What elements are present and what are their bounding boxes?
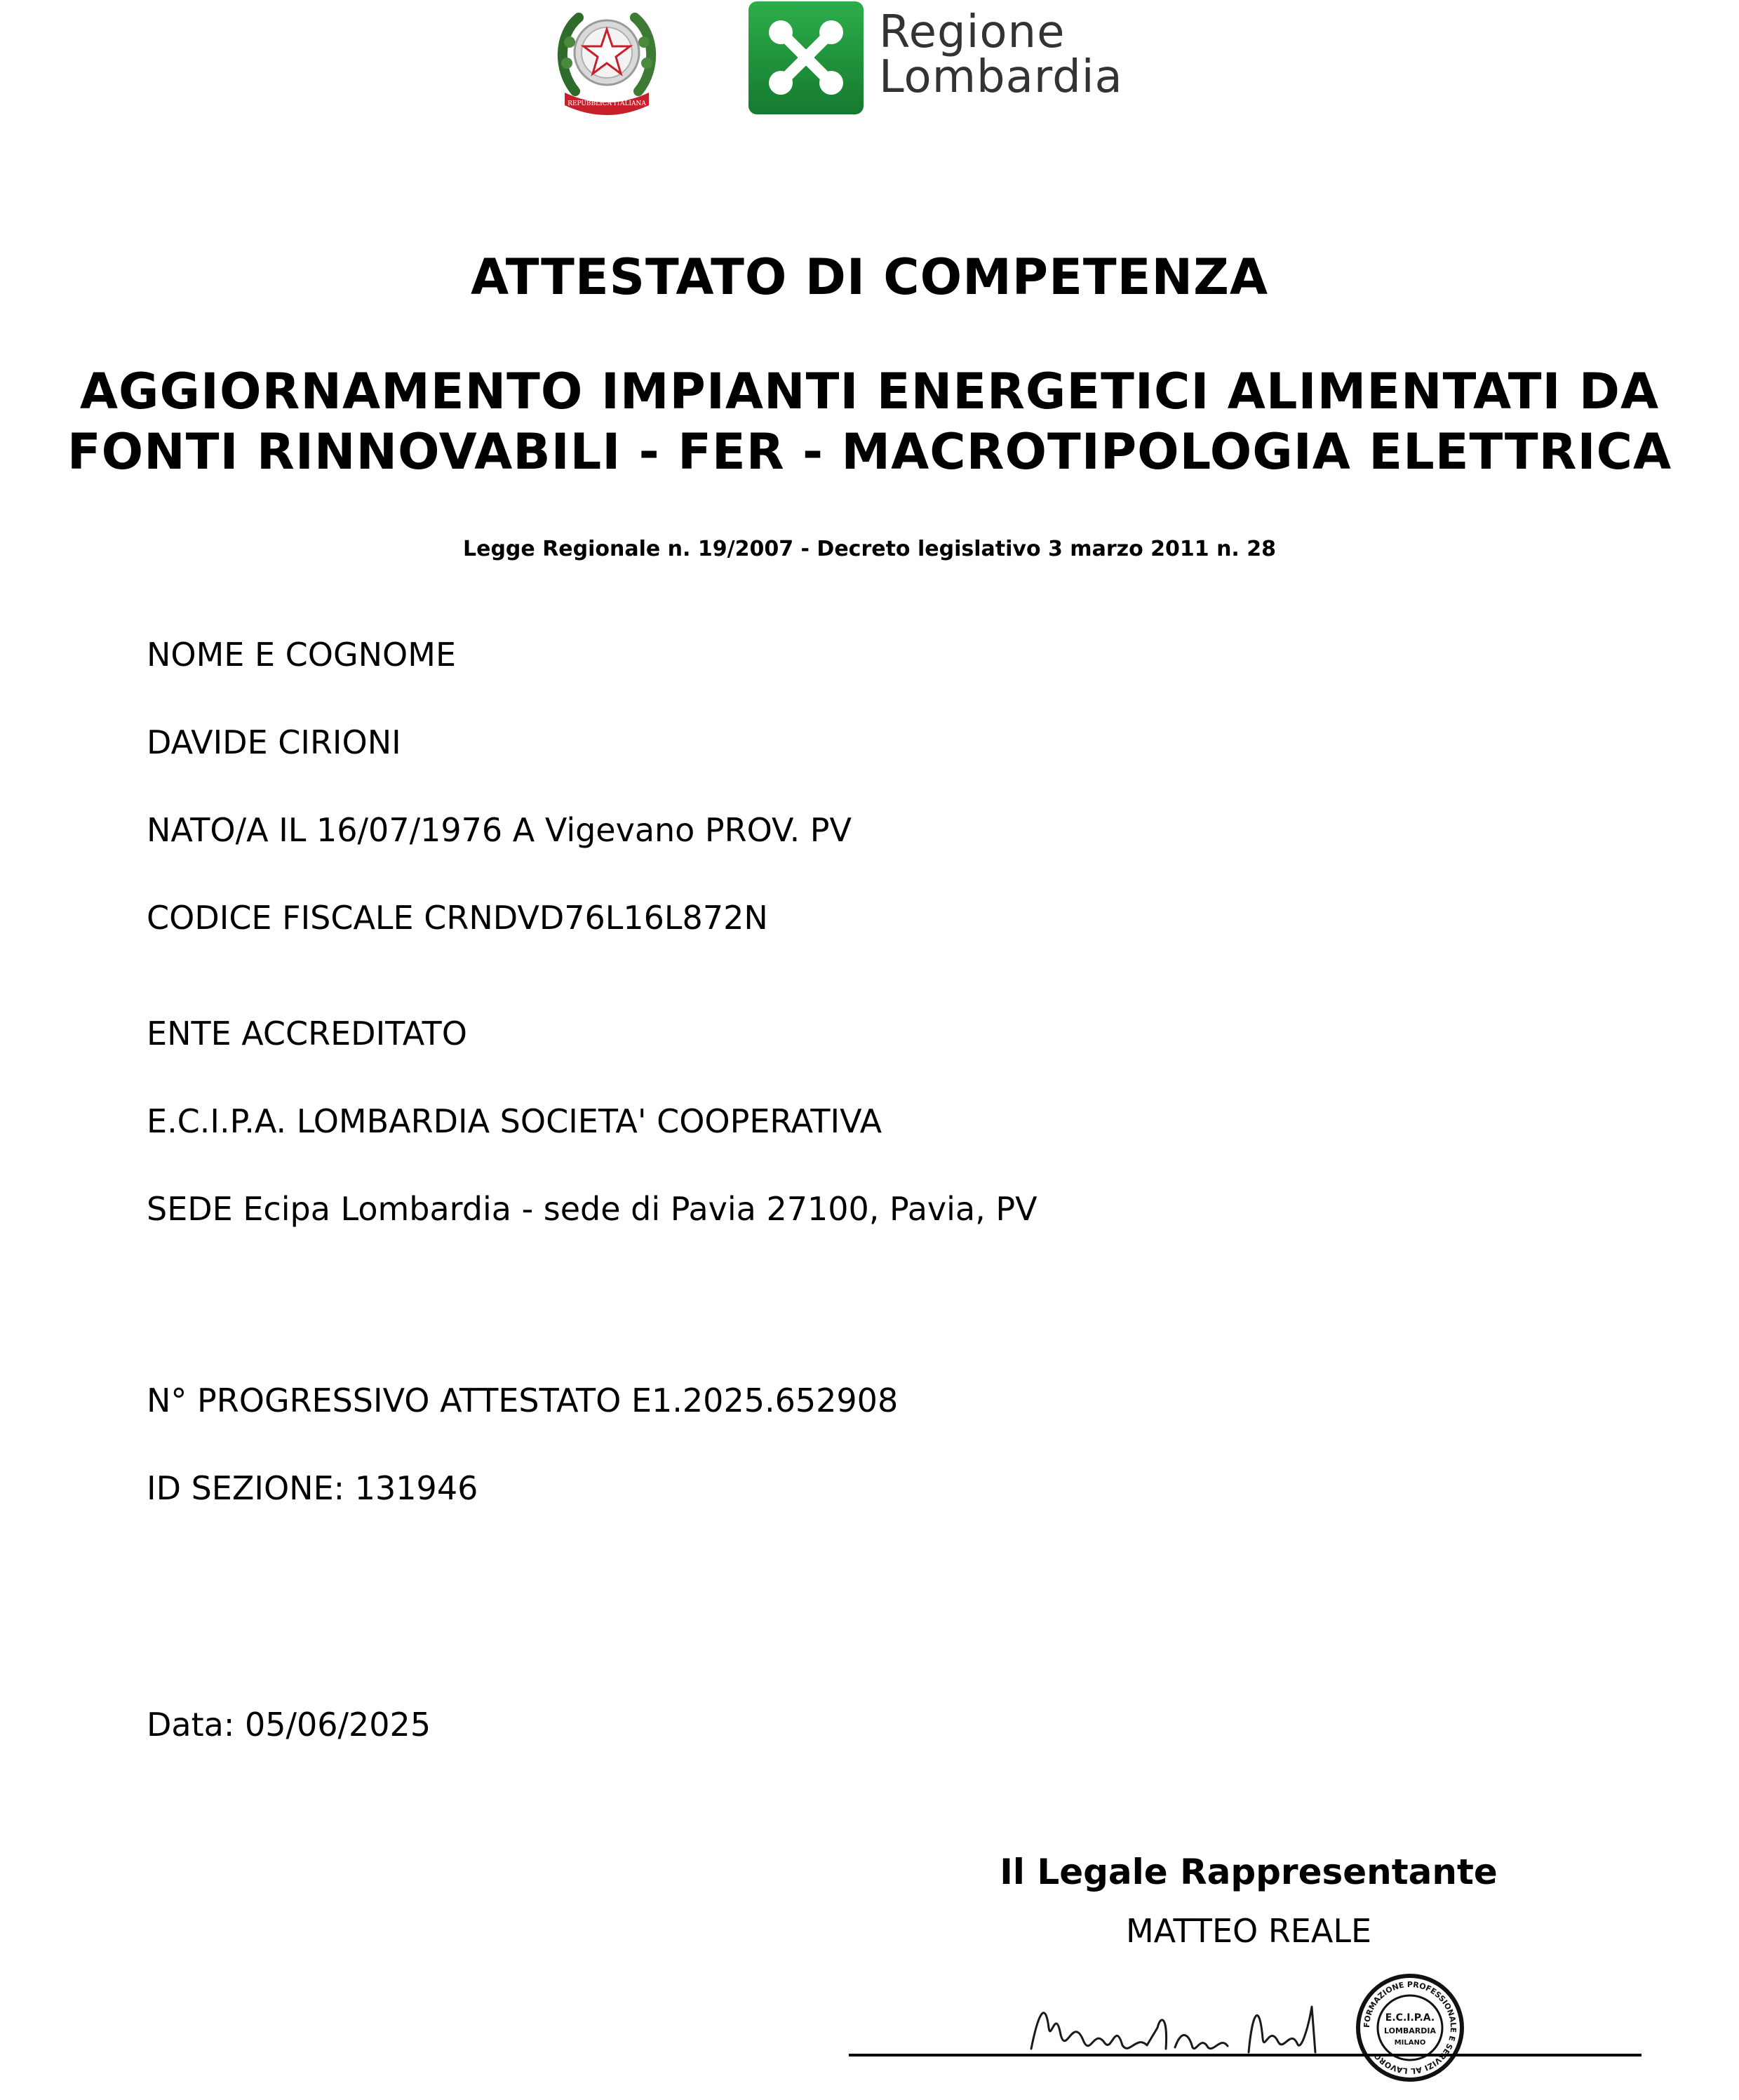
- ecipa-stamp: [1354, 1972, 1466, 2084]
- course-title-line1: AGGIORNAMENTO IMPIANTI ENERGETICI ALIMENTATI DA: [79, 363, 1660, 420]
- handwritten-signature: [1017, 1986, 1354, 2070]
- certificate-progressive-number: N° PROGRESSIVO ATTESTATO E1.2025.652908: [147, 1382, 899, 1419]
- regione-lombardia-logo: [747, 0, 1161, 116]
- lombardia-rose-icon: [747, 0, 865, 116]
- stamp-line2: LOMBARDIA: [1383, 2026, 1437, 2035]
- certificate-title: ATTESTATO DI COMPETENZA: [470, 248, 1269, 306]
- course-title: [0, 361, 1739, 482]
- stamp-ring-text: FORMAZIONE PROFESSIONALE E SERVIZI AL LAVORO: [1362, 1979, 1458, 2076]
- emblem-ribbon-text: REPUBBLICA ITALIANA: [568, 100, 646, 107]
- holder-tax-code: CODICE FISCALE CRNDVD76L16L872N: [147, 899, 768, 937]
- holder-birth-info: NATO/A IL 16/07/1976 A Vigevano PROV. PV: [147, 811, 852, 849]
- signature-line: [849, 2054, 1641, 2056]
- italian-republic-emblem: [554, 0, 659, 116]
- section-id: ID SEZIONE: 131946: [147, 1469, 478, 1507]
- regione-lombardia-wordmark: [879, 6, 1123, 103]
- holder-name-label: NOME E COGNOME: [147, 636, 457, 674]
- institution-name: E.C.I.P.A. LOMBARDIA SOCIETA' COOPERATIVA: [147, 1102, 882, 1140]
- course-title-line2: FONTI RINNOVABILI - FER - MACROTIPOLOGIA ELETTRICA: [67, 423, 1672, 481]
- stamp-line1: E.C.I.P.A.: [1385, 2012, 1435, 2024]
- law-reference: Legge Regionale n. 19/2007 - Decreto legislativo 3 marzo 2011 n. 28: [462, 537, 1277, 561]
- logo-line-regione: Regione: [879, 6, 1066, 58]
- institution-label: ENTE ACCREDITATO: [147, 1015, 467, 1052]
- issue-date: Data: 05/06/2025: [147, 1706, 431, 1744]
- logo-line-lombardia: Lombardia: [879, 51, 1123, 103]
- holder-name: DAVIDE CIRIONI: [147, 723, 401, 761]
- signatory-role: Il Legale Rappresentante: [1000, 1852, 1498, 1892]
- signatory-name: MATTEO REALE: [1125, 1912, 1372, 1950]
- stamp-line3: MILANO: [1394, 2039, 1426, 2047]
- institution-seat: SEDE Ecipa Lombardia - sede di Pavia 27100, Pavia, PV: [147, 1190, 1038, 1228]
